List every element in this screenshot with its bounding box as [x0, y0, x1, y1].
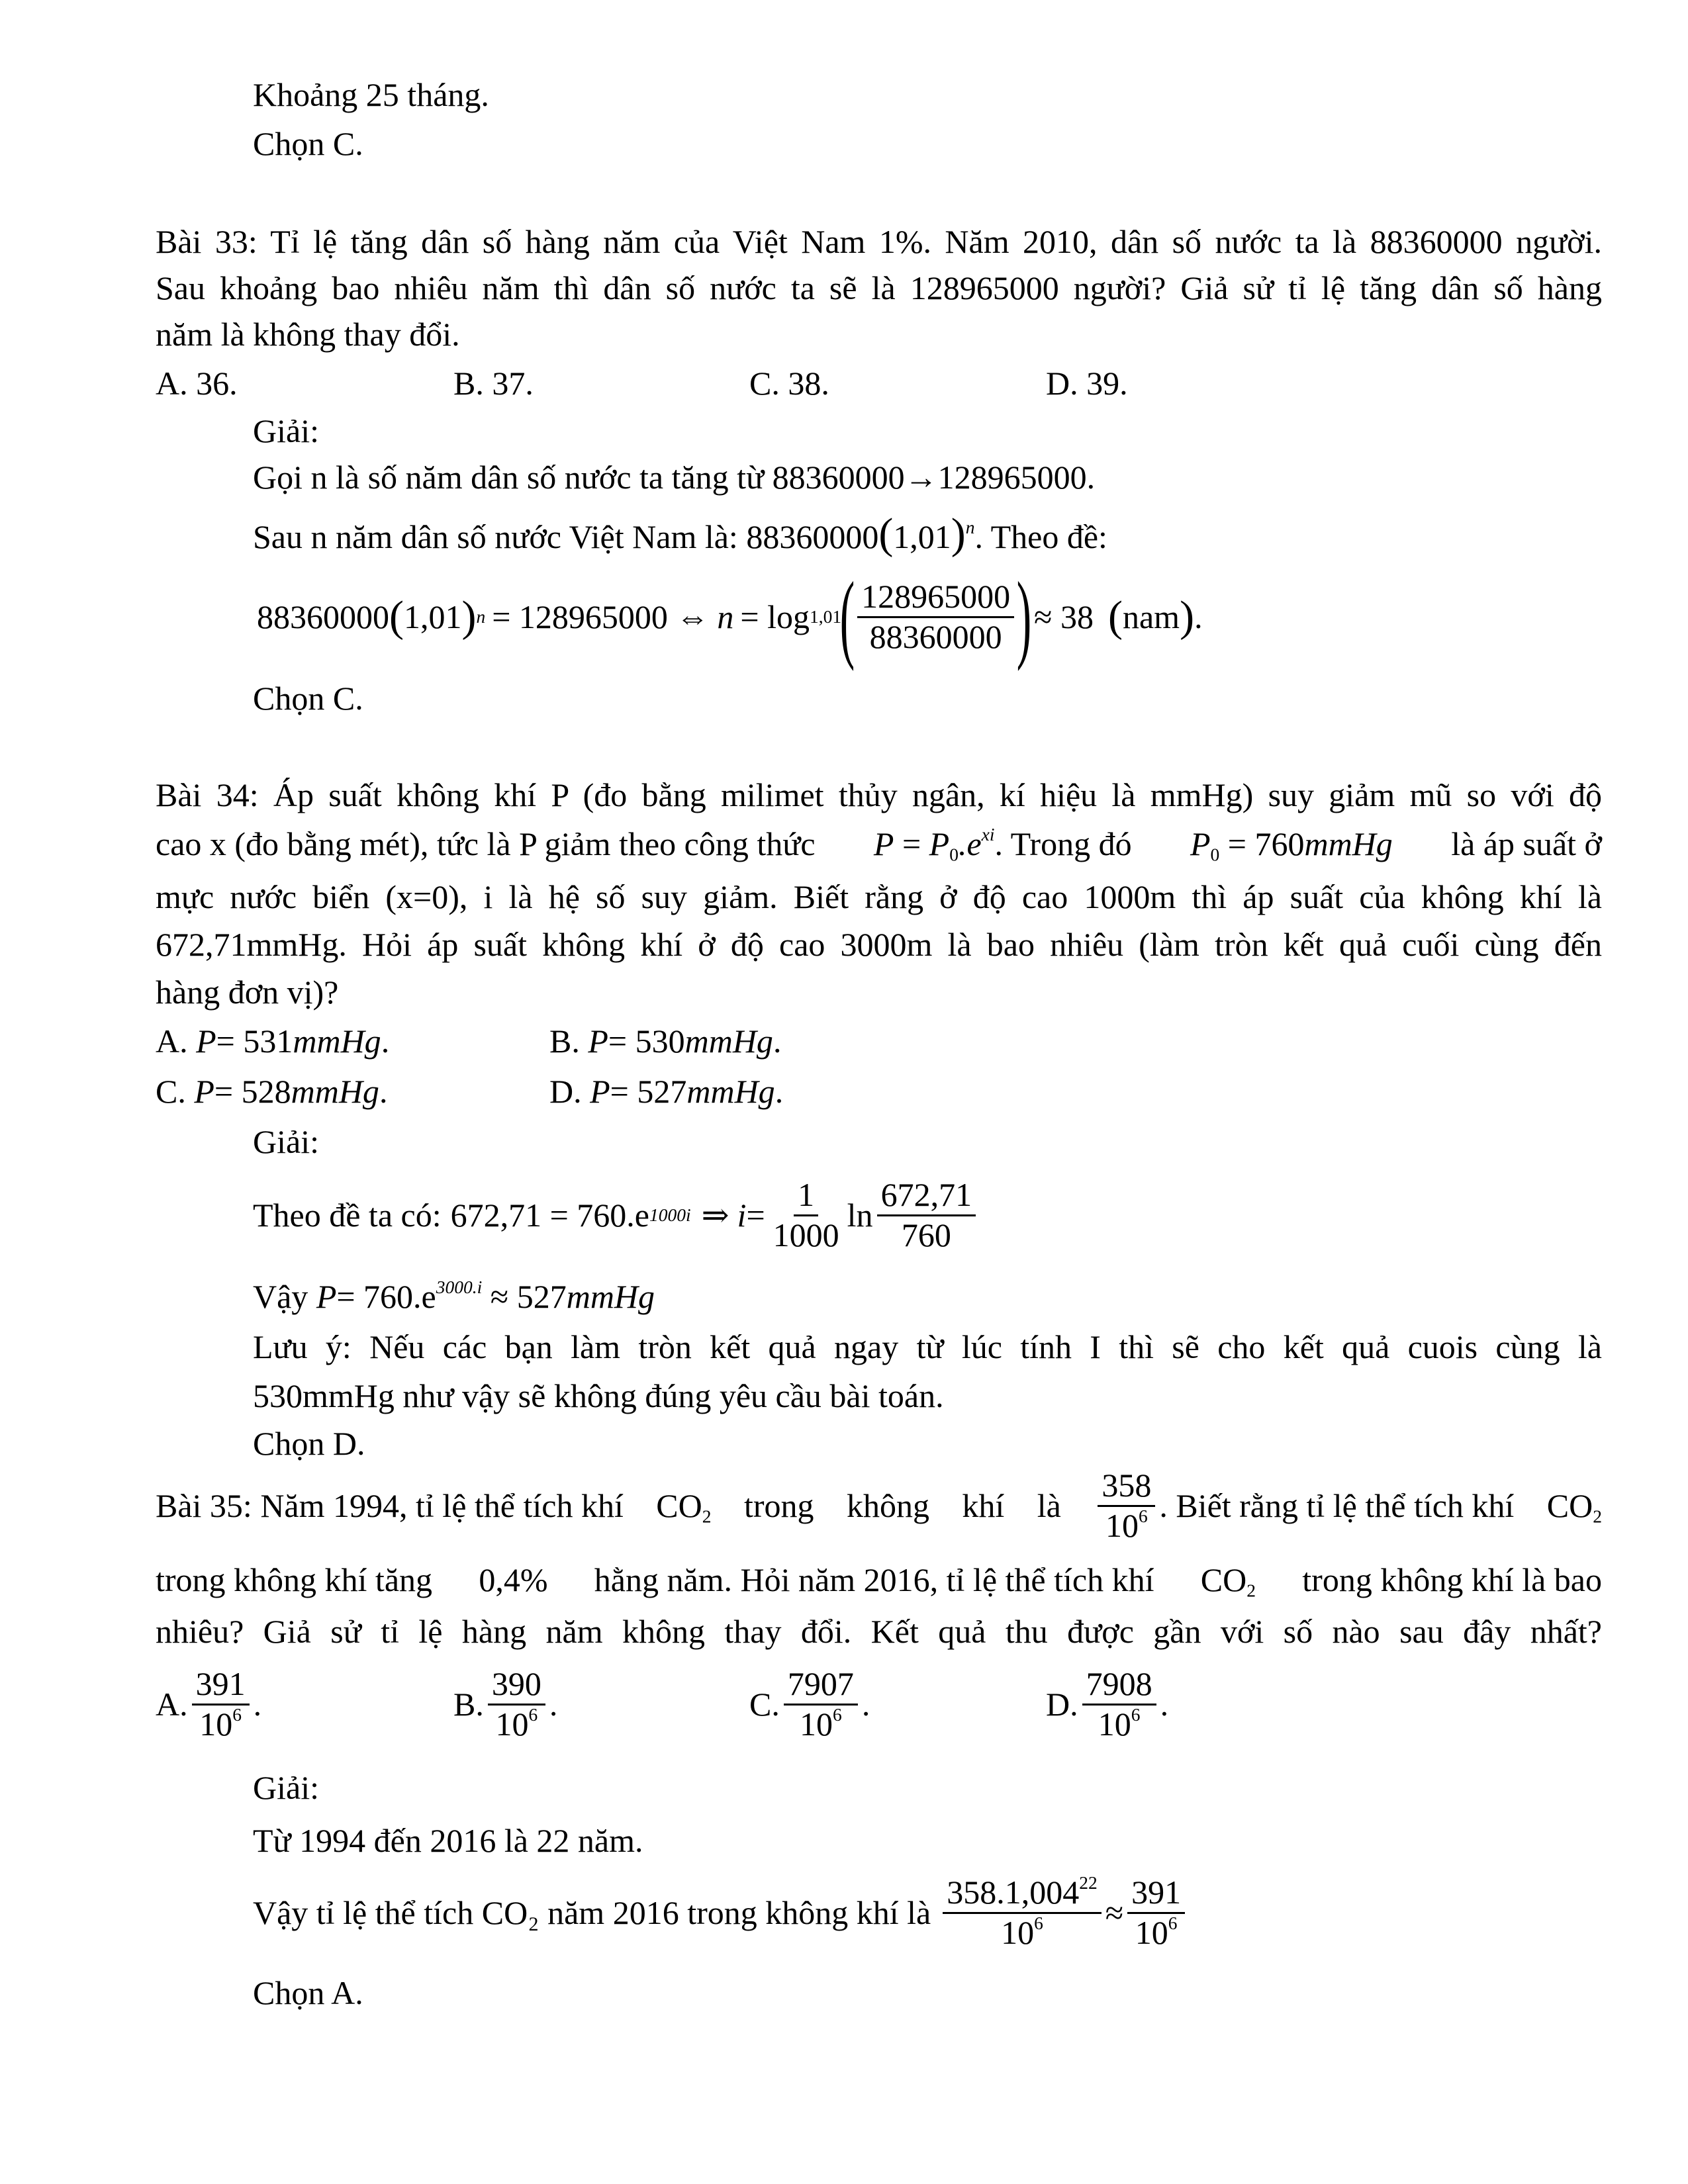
q35-option-c: C. $\frac{7907}{10^6}$ . [749, 1665, 870, 1743]
q35-line1: Bài 35: Năm 1994, tỉ lệ thể tích khí $CO_2$ trong không khí là $\frac{358}{10^6}$ . Biết rằng tỉ lệ thể tích khí $CO_2$ [156, 1467, 1602, 1544]
q33-sol2: Sau n năm dân số nước Việt Nam là: $88360000(1,01)^n$. Theo đề: [253, 510, 1107, 558]
q34-option-b: B. P= 530mmHg. [549, 1023, 782, 1060]
q33-fraction: $\frac{128965000}{88360000}$ [857, 578, 1014, 656]
q33-option-c: C. 38. [749, 365, 829, 402]
q35-line2: trong không khí tăng 0,4% hằng năm. Hỏi năm 2016, tỉ lệ thể tích khí $CO_2$ trong không khí là bao [156, 1561, 1602, 1601]
q34-fraction-2: $\frac{672,71}{760}$ [877, 1176, 976, 1254]
q35-line3: nhiêu? Giả sử tỉ lệ hàng năm không thay đổi. Kết quả thu được gần với số nào sau đây nhất? [156, 1613, 1602, 1650]
q35-sol2: Vậy tỉ lệ thể tích CO₂ năm 2016 trong không khí là $\frac{358.1,004^{22}}{10^6}$ ≈ $\frac{391}{10^6}$ [253, 1866, 1189, 1959]
q33-option-d: D. 39. [1046, 365, 1128, 402]
q35-option-b: B. $\frac{390}{10^6}$ . [453, 1665, 558, 1743]
q34-line3: mực nước biển (x=0), i là hệ số suy giảm. Biết rằng ở độ cao 1000m thì áp suất của không khí là [156, 878, 1602, 915]
q34-line4: 672,71mmHg. Hỏi áp suất không khí ở độ cao 3000m là bao nhiêu (làm tròn kết quả cuối cùng đến [156, 926, 1602, 963]
q33-option-a: A. 36. [156, 365, 238, 402]
q33-choose: Chọn C. [253, 680, 363, 717]
intro-choose: Chọn C. [253, 125, 363, 162]
intro-line: Khoảng 25 tháng. [253, 76, 489, 113]
q35-option-d: D. $\frac{7908}{10^6}$ . [1046, 1665, 1169, 1743]
q34-sol2: Vậy $P= 760.e^{3000.i}$ ≈ 527mmHg [253, 1277, 655, 1315]
q34-option-c: C. P= 528mmHg. [156, 1073, 388, 1110]
q34-option-d: D. P= 527mmHg. [549, 1073, 784, 1110]
q34-giai: Giải: [253, 1123, 319, 1160]
q34-line2: cao x (đo bằng mét), tức là P giảm theo công thức $P = P_0.e^{xi}$. Trong đó $P_0$ = 760mmHg là áp suất ở [156, 824, 1602, 865]
q33-equation: 88360000 ( 1,01 ) n = 128965000 ⇔ n = log 1,01 ( $\frac{128965000}{88360000}$ ) ≈ 38 ( nam ) . [257, 562, 1203, 672]
q34-note2: 530mmHg như vậy sẽ không đúng yêu cầu bài toán. [253, 1377, 944, 1414]
q34-line5: hàng đơn vị)? [156, 974, 339, 1011]
q35-sol-fraction: $\frac{358.1,004^{22}}{10^6}$ [943, 1874, 1102, 1952]
q34-option-a: A. P= 531mmHg. [156, 1023, 390, 1060]
q33-giai: Giải: [253, 412, 319, 449]
q35-fraction: $\frac{358}{10^6}$ [1098, 1467, 1155, 1545]
q33-sol1: Gọi n là số năm dân số nước ta tăng từ 88360000→128965000. [253, 459, 1096, 496]
q34-fraction-1: $\frac{1}{1000}$ [773, 1176, 839, 1253]
q33-line1: Bài 33: Tỉ lệ tăng dân số hàng năm của Việt Nam 1%. Năm 2010, dân số nước ta là 88360000 người. [156, 223, 1602, 260]
q35-option-a: A. $\frac{391}{10^6}$ . [156, 1665, 262, 1743]
q34-choose: Chọn D. [253, 1425, 365, 1462]
q33-line2: Sau khoảng bao nhiêu năm thì dân số nước ta sẽ là 128965000 người? Giả sử tỉ lệ tăng dân số hàng [156, 269, 1602, 306]
q35-result-fraction: $\frac{391}{10^6}$ [1127, 1874, 1185, 1952]
q34-line1: Bài 34: Áp suất không khí P (đo bằng milimet thủy ngân, kí hiệu là mmHg) suy giảm mũ so với độ [156, 776, 1602, 813]
q35-choose: Chọn A. [253, 1974, 363, 2011]
q34-sol1: Theo đề ta có: 672,71 = 760.e 1000i ⇒ i = $\frac{1}{1000}$ ln $\frac{672,71}{760}$ [253, 1169, 980, 1261]
q35-sol1: Từ 1994 đến 2016 là 22 năm. [253, 1822, 643, 1859]
q34-note1: Lưu ý: Nếu các bạn làm tròn kết quả ngay từ lúc tính I thì sẽ cho kết quả cuois cùng là [253, 1328, 1602, 1365]
q33-line3: năm là không thay đổi. [156, 316, 460, 353]
q33-option-b: B. 37. [453, 365, 534, 402]
q35-giai: Giải: [253, 1769, 319, 1806]
